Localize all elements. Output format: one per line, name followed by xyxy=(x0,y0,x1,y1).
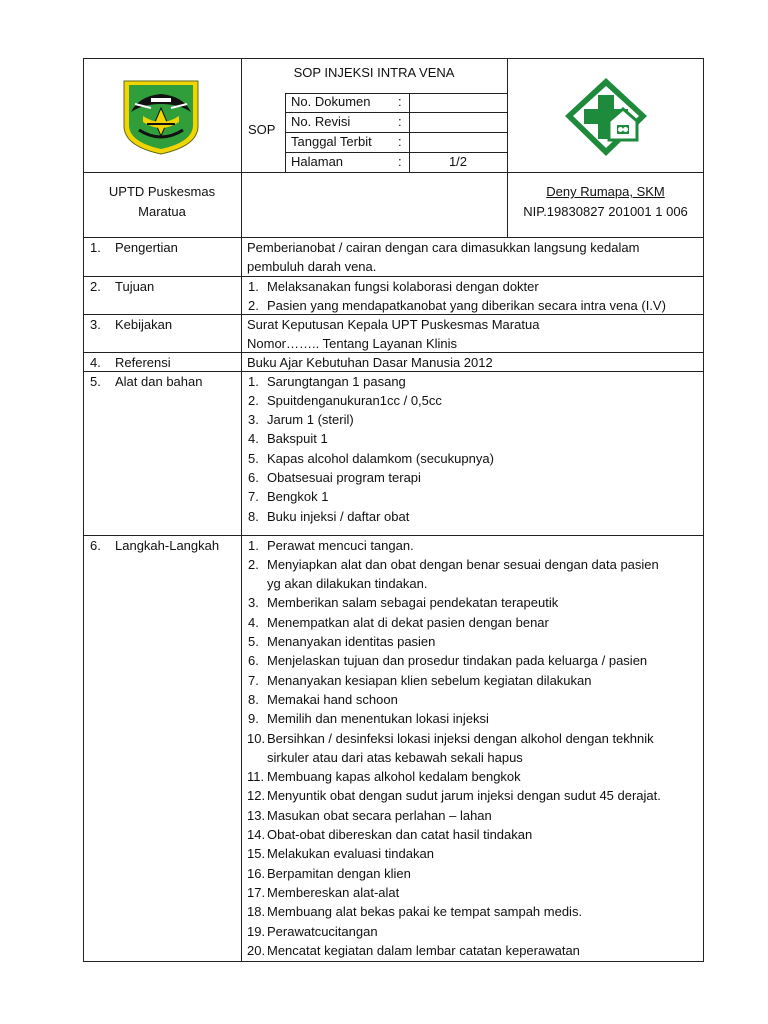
list-item-number: 7. xyxy=(248,489,259,505)
puskesmas-logo-icon xyxy=(561,76,651,158)
section-number: 2. xyxy=(90,278,101,294)
list-item-number: 5. xyxy=(248,634,259,649)
list-item: Menanyakan identitas pasien xyxy=(267,634,436,649)
list-item: Perawatcucitangan xyxy=(267,923,378,939)
list-item: Melaksanakan fungsi kolaborasi dengan dokter xyxy=(267,278,539,294)
list-item-number: 2. xyxy=(248,297,259,313)
meta-value-halaman: 1/2 xyxy=(448,154,468,169)
meta-colon: : xyxy=(398,114,402,129)
list-item-number: 15. xyxy=(247,846,266,862)
list-item: Memberikan salam sebagai pendekatan terapeutik xyxy=(267,595,559,611)
sop-label: SOP xyxy=(248,122,276,137)
list-item-number: 3. xyxy=(248,595,259,611)
list-item: Obat-obat dibereskan dan catat hasil tindakan xyxy=(267,827,533,842)
list-item-number: 12. xyxy=(247,788,266,804)
list-item: Mencatat kegiatan dalam lembar catatan keperawatan xyxy=(267,942,580,958)
list-item-number: 4. xyxy=(248,614,259,630)
list-item: Melakukan evaluasi tindakan xyxy=(267,846,434,862)
regency-crest-icon xyxy=(121,78,201,156)
list-item: yg akan dilakukan tindakan. xyxy=(267,576,428,592)
list-item: Jarum 1 (steril) xyxy=(267,412,354,428)
section-text: Buku Ajar Kebutuhan Dasar Manusia 2012 xyxy=(247,354,493,370)
list-item-number: 9. xyxy=(248,711,259,727)
list-item-number: 16. xyxy=(247,865,266,881)
list-item-number: 1. xyxy=(248,373,259,389)
section-number: 4. xyxy=(90,354,101,370)
list-item: Berpamitan dengan klien xyxy=(267,865,411,881)
list-item-number: 13. xyxy=(247,807,266,823)
list-item: sirkuler atau dari atas kebawah sekali hapus xyxy=(267,749,523,765)
list-item: Bersihkan / desinfeksi lokasi injeksi dengan alkohol dengan tekhnik xyxy=(267,730,654,746)
list-item-number: 2. xyxy=(248,392,259,408)
signer-name: Deny Rumapa, SKM xyxy=(546,184,665,199)
list-item: Bakspuit 1 xyxy=(267,431,328,447)
section-text: Pemberianobat / cairan dengan cara dimasukkan langsung kedalam xyxy=(247,239,640,255)
meta-label-halaman: Halaman xyxy=(291,154,344,169)
list-item: Menyuntik obat dengan sudut jarum injeksi dengan sudut 45 derajat. xyxy=(267,788,661,804)
list-item: Buku injeksi / daftar obat xyxy=(267,508,410,524)
list-item-number: 5. xyxy=(248,450,259,466)
list-item: Spuitdenganukuran1cc / 0,5cc xyxy=(267,392,442,408)
border-top xyxy=(83,58,704,59)
meta-colon: : xyxy=(398,94,402,109)
list-item: Menanyakan kesiapan klien sebelum kegiatan dilakukan xyxy=(267,672,592,688)
list-item-number: 6. xyxy=(248,653,259,669)
section-number: 6. xyxy=(90,537,101,553)
list-item-number: 10. xyxy=(247,730,266,746)
section-number: 5. xyxy=(90,373,101,389)
border-bottom xyxy=(83,961,704,962)
list-item-number: 18. xyxy=(247,904,266,920)
list-item-number: 1. xyxy=(248,537,259,553)
list-item-number: 7. xyxy=(248,672,259,688)
section-label: Tujuan xyxy=(115,278,155,294)
list-item-number: 8. xyxy=(248,508,259,524)
list-item: Memakai hand schoon xyxy=(267,691,398,707)
section-text: pembuluh darah vena. xyxy=(247,258,377,274)
meta-colon: : xyxy=(398,154,402,169)
list-item-number: 8. xyxy=(248,691,259,707)
header-divider xyxy=(83,172,704,173)
list-item: Bengkok 1 xyxy=(267,489,329,505)
list-item-number: 19. xyxy=(247,923,266,939)
list-item: Membereskan alat-alat xyxy=(267,884,400,900)
section-label: Kebijakan xyxy=(115,316,173,332)
list-item-number: 20. xyxy=(247,942,266,958)
meta-label-divider xyxy=(285,93,286,173)
list-item-number: 11. xyxy=(247,769,265,785)
list-item: Menyiapkan alat dan obat dengan benar sesuai dengan data pasien xyxy=(267,556,659,572)
list-item: Membuang alat bekas pakai ke tempat sampah medis. xyxy=(267,904,583,920)
meta-label-no-revisi: No. Revisi xyxy=(291,114,351,129)
list-item: Menempatkan alat di dekat pasien dengan benar xyxy=(267,614,549,630)
list-item-number: 2. xyxy=(248,556,259,572)
list-item: Perawat mencuci tangan. xyxy=(267,537,414,553)
section-number: 3. xyxy=(90,316,101,332)
list-item-number: 3. xyxy=(248,412,259,428)
list-item: Pasien yang mendapatkanobat yang diberikan secara intra vena (I.V) xyxy=(267,297,666,313)
list-item-number: 1. xyxy=(248,278,259,294)
section-text: Nomor…….. Tentang Layanan Klinis xyxy=(247,335,458,351)
list-item: Memilih dan menentukan lokasi injeksi xyxy=(267,711,489,727)
list-item: Sarungtangan 1 pasang xyxy=(267,373,406,389)
list-item-number: 14. xyxy=(247,827,266,842)
list-item-number: 17. xyxy=(247,884,266,900)
list-item-number: 6. xyxy=(248,470,259,485)
list-item: Kapas alcohol dalamkom (secukupnya) xyxy=(267,450,494,466)
section-label: Alat dan bahan xyxy=(115,373,203,389)
meta-label-no-dokumen: No. Dokumen xyxy=(291,94,371,109)
sop-document xyxy=(83,58,704,962)
meta-label-tanggal-terbit: Tanggal Terbit xyxy=(291,134,372,149)
section-number: 1. xyxy=(90,239,101,255)
list-item: Menjelaskan tujuan dan prosedur tindakan pada keluarga / pasien xyxy=(267,653,648,669)
organization-location: Maratua xyxy=(138,204,186,219)
document-title: SOP INJEKSI INTRA VENA xyxy=(293,65,455,80)
list-item: Obatsesuai program terapi xyxy=(267,470,421,485)
section-label: Langkah-Langkah xyxy=(115,537,220,553)
column-divider xyxy=(241,58,242,962)
section-label: Pengertian xyxy=(115,239,178,255)
section-label: Referensi xyxy=(115,354,171,370)
meta-colon: : xyxy=(398,134,402,149)
organization-name: UPTD Puskesmas xyxy=(108,184,216,199)
list-item: Masukan obat secara perlahan – lahan xyxy=(267,807,492,823)
section-text: Surat Keputusan Kepala UPT Puskesmas Maratua xyxy=(247,316,540,332)
signer-nip: NIP.19830827 201001 1 006 xyxy=(523,204,688,219)
list-item: Membuang kapas alkohol kedalam bengkok xyxy=(267,769,521,785)
list-item-number: 4. xyxy=(248,431,259,447)
